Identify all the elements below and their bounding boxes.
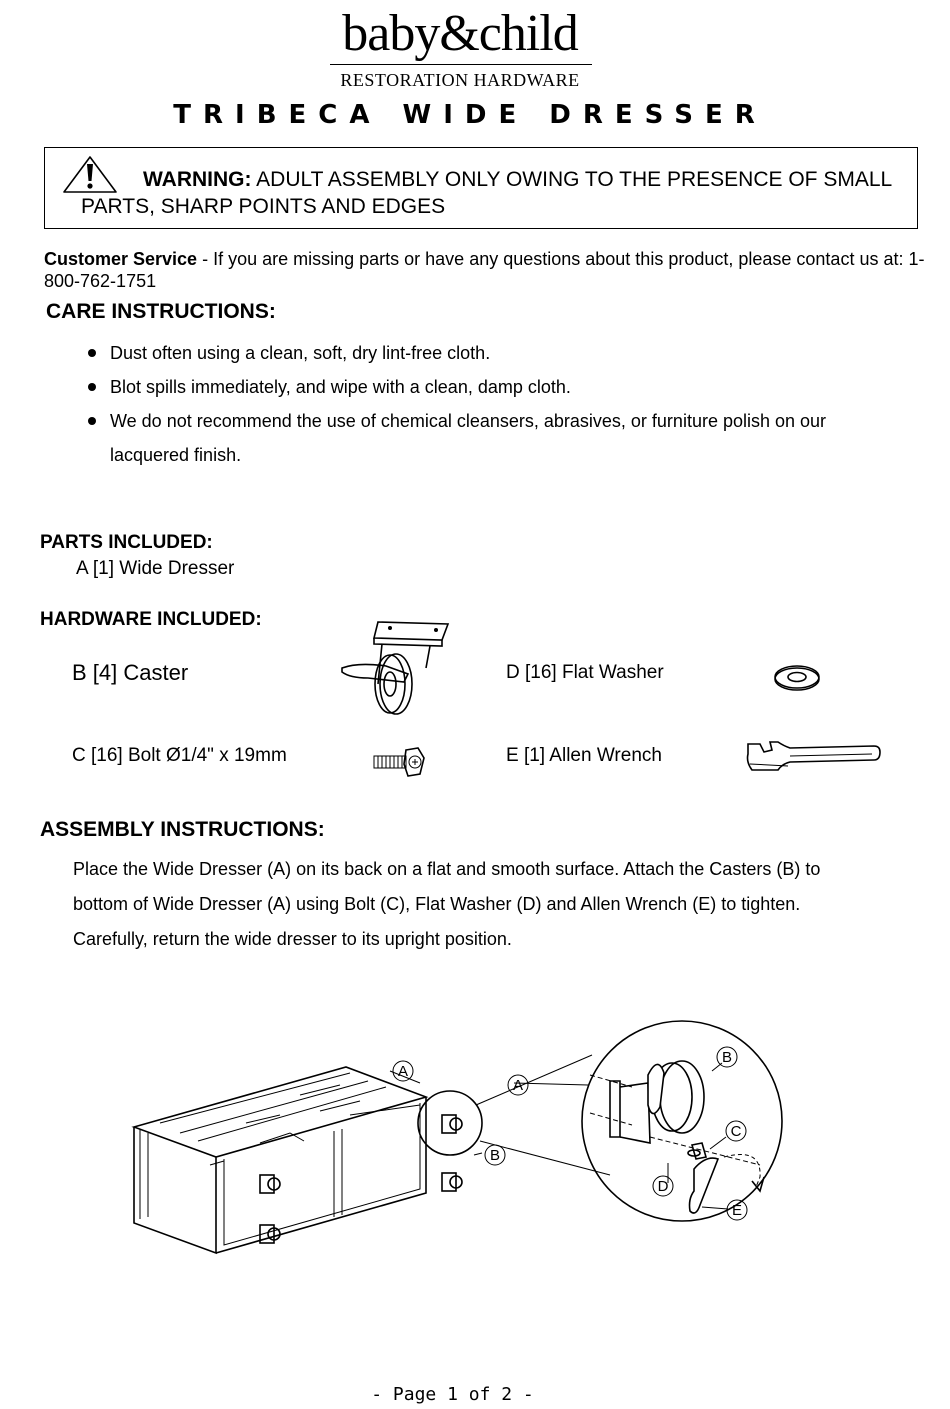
hardware-heading: HARDWARE INCLUDED: — [40, 609, 262, 630]
care-list — [86, 336, 906, 472]
customer-service — [44, 248, 944, 292]
hardware-item-washer: D [16] Flat Washer — [506, 662, 664, 683]
warning-box — [44, 147, 918, 229]
care-item: Dust often using a clean, soft, dry lint-free cloth. — [86, 336, 906, 370]
assembly-heading: ASSEMBLY INSTRUCTIONS: — [40, 818, 325, 841]
callout-a: A — [397, 1063, 409, 1080]
parts-heading: PARTS INCLUDED: — [40, 532, 213, 553]
warning-text-1: ADULT ASSEMBLY ONLY OWING TO THE PRESENCE OF SMALL — [251, 168, 893, 191]
warning-line-1 — [143, 168, 892, 192]
callout-c: C — [730, 1123, 742, 1140]
allen-wrench-icon — [744, 738, 884, 774]
callout-b: B — [489, 1147, 501, 1164]
care-item: We do not recommend the use of chemical cleansers, abrasives, or furniture polish on our lacquered finish. — [86, 404, 906, 472]
parts-item: A [1] Wide Dresser — [76, 558, 235, 579]
callout-b: B — [721, 1049, 733, 1066]
dresser-illustration — [134, 1067, 462, 1253]
caster-icon — [338, 618, 453, 718]
warning-line-2: PARTS, SHARP POINTS AND EDGES — [81, 195, 446, 218]
warning-triangle-icon — [61, 154, 119, 194]
brand-logo: baby&child — [342, 5, 578, 62]
customer-service-label: Customer Service — [44, 249, 198, 269]
callout-e: E — [731, 1202, 743, 1219]
care-item: Blot spills immediately, and wipe with a clean, damp cloth. — [86, 370, 906, 404]
callout-a: A — [512, 1077, 524, 1094]
hardware-item-bolt: C [16] Bolt Ø1/4" x 19mm — [72, 745, 287, 766]
care-heading: CARE INSTRUCTIONS: — [46, 300, 276, 323]
assembly-diagram — [120, 1025, 800, 1315]
document-title: TRIBECA WIDE DRESSER — [173, 100, 767, 130]
assembly-line: Carefully, return the wide dresser to its upright position. — [73, 929, 512, 949]
brand-divider — [330, 64, 592, 65]
flat-washer-icon — [772, 664, 822, 692]
brand-subtitle: RESTORATION HARDWARE — [340, 70, 580, 90]
assembly-line: bottom of Wide Dresser (A) using Bolt (C), Flat Washer (D) and Allen Wrench (E) to tighten. — [73, 894, 801, 914]
hardware-item-caster: B [4] Caster — [72, 660, 189, 685]
callout-d: D — [657, 1178, 669, 1195]
customer-service-text: - If you are missing parts or have any questions about this product, please contact us at: 1-800-762-1751 — [44, 249, 925, 291]
page-number: - Page 1 of 2 - — [371, 1384, 534, 1405]
assembly-text — [73, 852, 933, 957]
hardware-item-wrench: E [1] Allen Wrench — [506, 745, 662, 766]
bolt-icon — [372, 744, 427, 784]
warning-label: WARNING: — [143, 168, 252, 191]
assembly-line: Place the Wide Dresser (A) on its back on a flat and smooth surface. Attach the Casters (B) to — [73, 859, 821, 879]
